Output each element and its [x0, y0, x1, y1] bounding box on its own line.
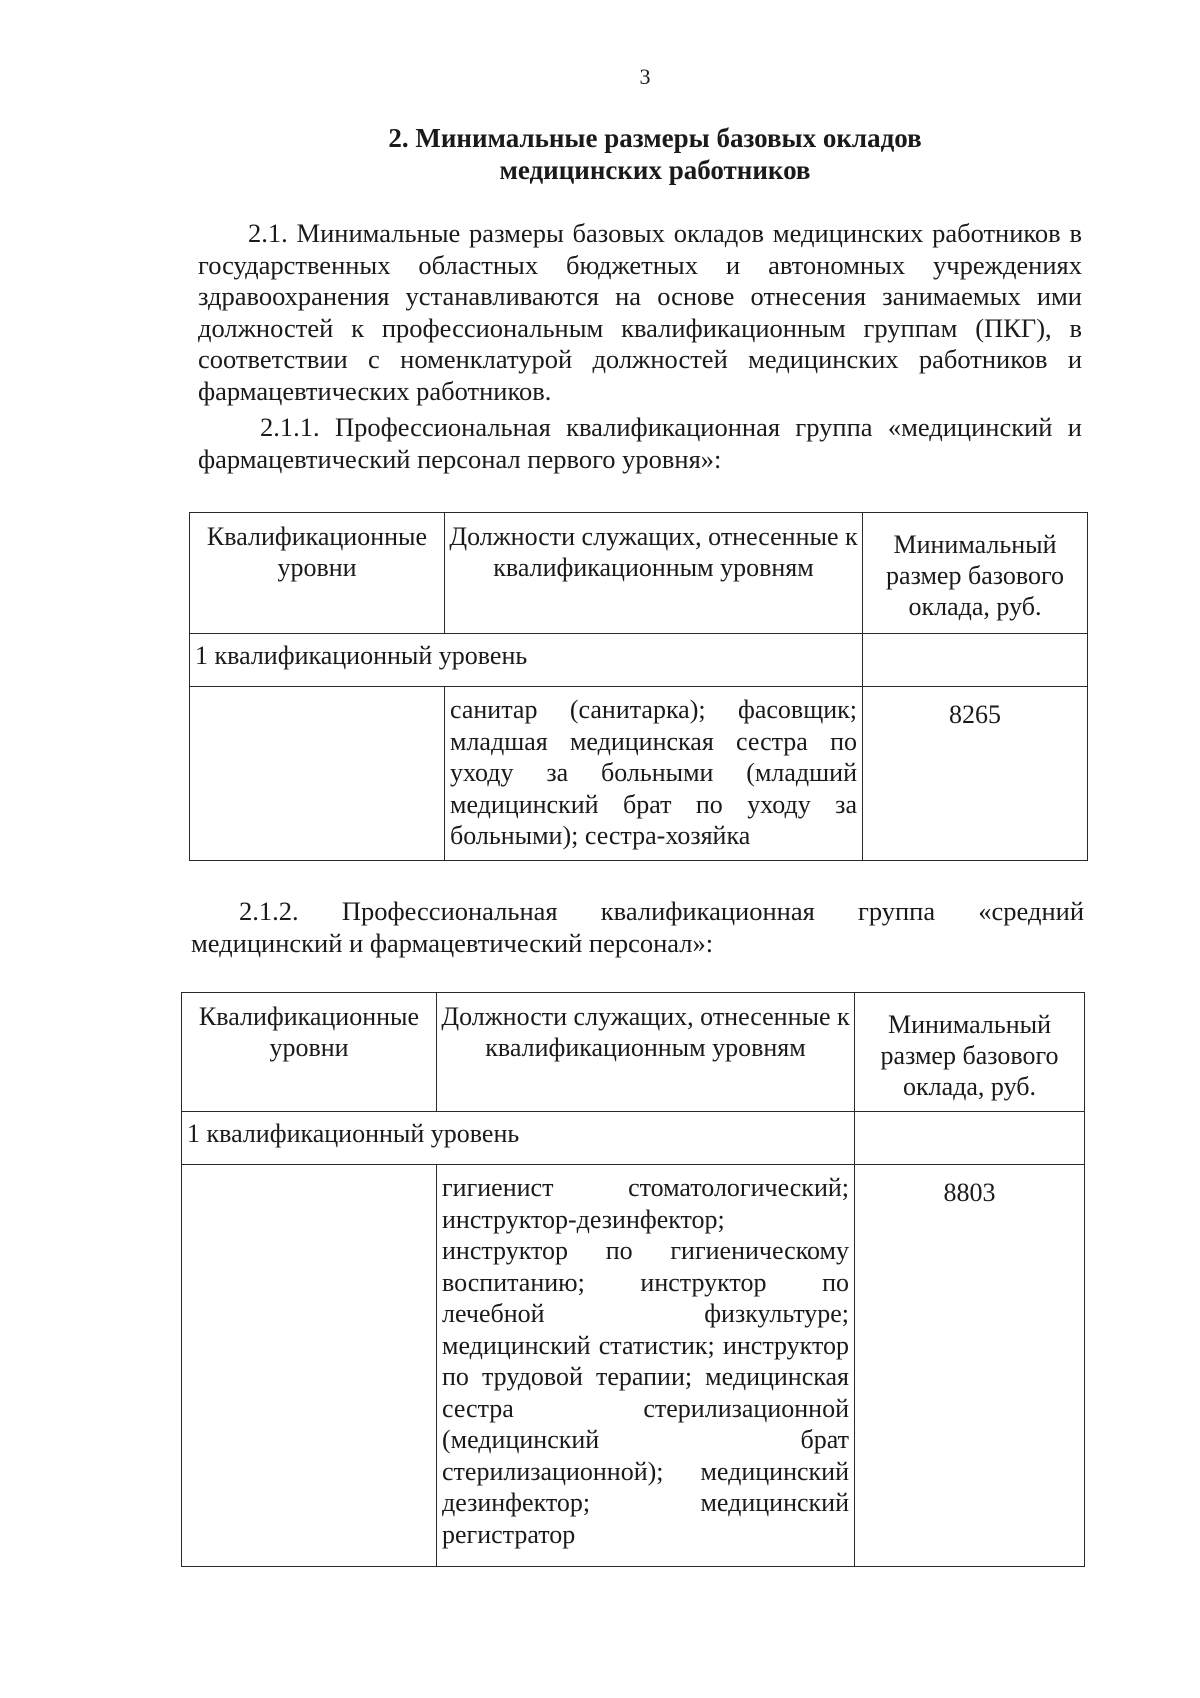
- empty-cell: [182, 1165, 437, 1567]
- section-title-line-2: медицинских работников: [499, 155, 811, 185]
- header-qualification-levels: Квалификационные уровни: [182, 993, 437, 1112]
- qualification-level: 1 квалификационный уровень: [182, 1112, 855, 1165]
- salary-value: 8265: [863, 687, 1088, 861]
- page-number: 3: [639, 64, 651, 89]
- header-positions: Должности служащих, отнесенные к квалификационным уровням: [437, 993, 855, 1112]
- salary-table-first-level: [189, 512, 1088, 861]
- salary-value: 8803: [855, 1165, 1085, 1567]
- header-qualification-levels: Квалификационные уровни: [190, 513, 445, 634]
- header-positions: Должности служащих, отнесенные к квалификационным уровням: [445, 513, 863, 634]
- header-min-salary: Минимальный размер базового оклада, руб.: [863, 513, 1088, 634]
- table-row-level: [190, 634, 1088, 687]
- table-header-row: [190, 513, 1088, 634]
- table-header-row: [182, 993, 1085, 1112]
- paragraph-2-1-2: 2.1.2. Профессиональная квалификационная группа «средний медицинский и фармацевтический персонал»:: [191, 896, 1084, 958]
- table-row-level: [182, 1112, 1085, 1165]
- table-row-positions: [190, 687, 1088, 861]
- table-row-positions: [182, 1165, 1085, 1567]
- positions-list: санитар (санитарка); фасовщик; младшая медицинская сестра по уходу за больными (младший медицинский брат по уходу за больными); сестра-хозяйка: [445, 687, 863, 861]
- empty-cell: [863, 634, 1088, 687]
- salary-table-middle-level: [181, 992, 1085, 1567]
- header-min-salary: Минимальный размер базового оклада, руб.: [855, 993, 1085, 1112]
- positions-list: гигиенист стоматологический; инструктор-дезинфектор; инструктор по гигиеническому воспитанию; инструктор по лечебной физкультуре; медицинский статистик; инструктор по трудовой терапии; медицинская сестра стерилизационной (медицинский брат стерилизационной); медицинский дезинфектор; медицинский регистратор: [437, 1165, 855, 1567]
- empty-cell: [190, 687, 445, 861]
- section-title: [0, 122, 1200, 186]
- paragraph-2-1: 2.1. Минимальные размеры базовых окладов медицинских работников в государственных областных бюджетных и автономных учреждениях здравоохранения устанавливаются на основе отнесения занимаемых ими должностей к профессиональным квалификационным группам (ПКГ), в соответствии с номенклатурой должностей медицинских работников и фармацевтических работников.: [198, 218, 1082, 406]
- section-title-line-1: 2. Минимальные размеры базовых окладов: [388, 123, 922, 153]
- paragraph-2-1-1: 2.1.1. Профессиональная квалификационная группа «медицинский и фармацевтический персонал первого уровня»:: [198, 412, 1082, 474]
- empty-cell: [855, 1112, 1085, 1165]
- qualification-level: 1 квалификационный уровень: [190, 634, 863, 687]
